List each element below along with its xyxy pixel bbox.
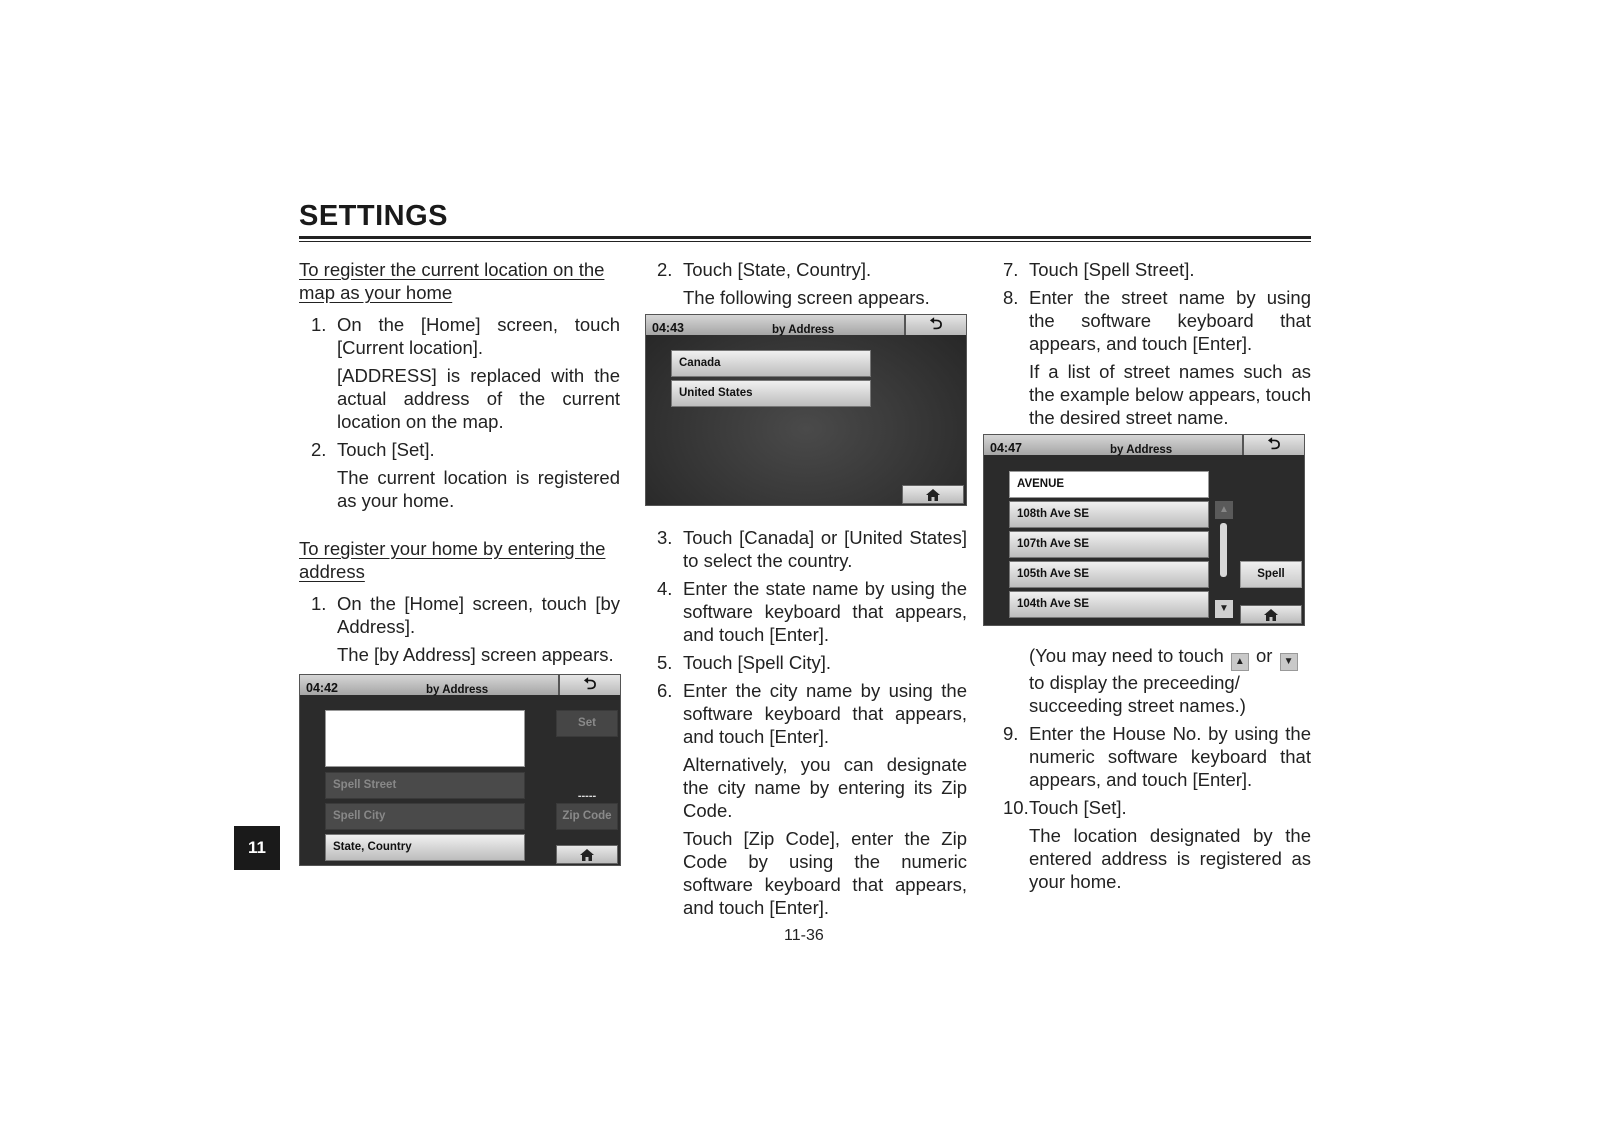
page-title: SETTINGS: [299, 200, 449, 232]
step-note: Touch [Zip Code], enter the Zip Code by using the numeric software keyboard that appears, and touch [Enter].: [683, 828, 967, 918]
screen-status-bar: [300, 675, 620, 695]
title-rule-thin: [299, 241, 1311, 242]
up-arrow-icon: ▲: [1231, 653, 1249, 671]
column-3: [991, 258, 1311, 898]
step-text: Enter the state name by using the software keyboard that appears, and touch [Enter].: [683, 578, 967, 645]
step-text: On the [Home] screen, touch [by Address].: [337, 593, 620, 637]
screenshot-street-list: [983, 434, 1305, 626]
screen-status-bar: [646, 315, 966, 335]
scroll-note-text: (You may need to touch: [1029, 645, 1224, 666]
step-number: 6.: [657, 680, 673, 701]
step: [299, 313, 620, 359]
chapter-tab: 11: [234, 826, 280, 870]
zip-code-value: -----: [577, 790, 597, 802]
scroll-note-text: to display the preceeding/ succeeding street names.): [1029, 672, 1246, 716]
column-1: [299, 258, 620, 876]
step-text: Touch [State, Country].: [683, 259, 872, 280]
step-note: [ADDRESS] is replaced with the actual address of the current location on the map.: [337, 365, 620, 432]
step-number: 8.: [1003, 287, 1019, 308]
home-icon[interactable]: [902, 485, 964, 504]
street-list-item[interactable]: 108th Ave SE: [1009, 501, 1209, 528]
step-text: Touch [Canada] or [United States] to select the country.: [683, 527, 967, 571]
step-note: The location designated by the entered address is registered as your home.: [1029, 825, 1311, 892]
step-note: The current location is registered as your home.: [337, 467, 620, 511]
scroll-up-icon[interactable]: ▲: [1215, 501, 1233, 519]
step: [991, 286, 1311, 355]
step-number: 9.: [1003, 723, 1019, 744]
screen-time: 04:43: [652, 321, 684, 335]
screen-title: by Address: [1110, 444, 1173, 456]
title-rule: [299, 236, 1311, 239]
step-text: Touch [Spell Street].: [1029, 259, 1195, 280]
zip-code-button[interactable]: Zip Code: [556, 803, 618, 830]
spell-city-button[interactable]: Spell City: [325, 803, 525, 830]
step: [645, 526, 967, 572]
canada-button[interactable]: Canada: [671, 350, 871, 377]
step-number: 4.: [657, 578, 673, 599]
state-country-button[interactable]: State, Country: [325, 834, 525, 861]
step-text: On the [Home] screen, touch [Current location].: [337, 314, 620, 358]
step: [645, 651, 967, 674]
scroll-note-or: or: [1256, 645, 1273, 666]
step: [645, 577, 967, 646]
back-icon[interactable]: ⮌: [558, 675, 620, 695]
step-number: 2.: [311, 439, 327, 460]
page-number: 11-36: [784, 927, 824, 944]
street-list-item[interactable]: 107th Ave SE: [1009, 531, 1209, 558]
screenshot-state-country: [645, 314, 967, 506]
screen-title: by Address: [426, 684, 489, 696]
united-states-button[interactable]: United States: [671, 380, 871, 407]
step-note: The [by Address] screen appears.: [337, 644, 614, 665]
step: [991, 796, 1311, 819]
section-heading-enter-address: To register your home by entering the address: [299, 538, 606, 582]
scroll-note: [1029, 644, 1311, 717]
screen-title: by Address: [772, 324, 835, 336]
set-button[interactable]: Set: [556, 710, 618, 737]
down-arrow-icon: ▼: [1280, 653, 1298, 671]
step-number: 10.: [1003, 797, 1029, 818]
step: [991, 722, 1311, 791]
column-2: [645, 258, 967, 924]
spell-button[interactable]: Spell: [1240, 561, 1302, 588]
street-list-item[interactable]: 105th Ave SE: [1009, 561, 1209, 588]
step-text: Touch [Set].: [337, 439, 435, 460]
street-list-item[interactable]: AVENUE: [1009, 471, 1209, 498]
step-text: Enter the city name by using the software keyboard that appears, and touch [Enter].: [683, 680, 967, 747]
section-heading-current-location: To register the current location on the map as your home: [299, 259, 605, 303]
step-note: If a list of street names such as the example below appears, touch the desired street name.: [1029, 361, 1311, 428]
screenshot-by-address: [299, 674, 621, 866]
home-icon[interactable]: [556, 845, 618, 864]
back-icon[interactable]: ⮌: [904, 315, 966, 335]
step-number: 1.: [311, 314, 327, 335]
step: [645, 679, 967, 748]
step-text: Enter the House No. by using the numeric software keyboard that appears, and touch [Enter].: [1029, 723, 1311, 790]
scroll-down-icon[interactable]: ▼: [1215, 600, 1233, 618]
step-number: 7.: [1003, 259, 1019, 280]
screen-time: 04:42: [306, 681, 338, 695]
step-number: 1.: [311, 593, 327, 614]
scrollbar[interactable]: [1220, 523, 1227, 577]
street-list-item[interactable]: 104th Ave SE: [1009, 591, 1209, 618]
step: [299, 438, 620, 461]
step-number: 5.: [657, 652, 673, 673]
step-note: The following screen appears.: [683, 287, 930, 308]
step: [645, 258, 967, 281]
step-number: 3.: [657, 527, 673, 548]
spell-street-button[interactable]: Spell Street: [325, 772, 525, 799]
step-number: 2.: [657, 259, 673, 280]
step-text: Touch [Spell City].: [683, 652, 832, 673]
step: [991, 258, 1311, 281]
back-icon[interactable]: ⮌: [1242, 435, 1304, 455]
step-text: Touch [Set].: [1029, 797, 1127, 818]
address-display-field[interactable]: [325, 710, 525, 767]
step-note: Alternatively, you can designate the city name by entering its Zip Code.: [683, 754, 967, 821]
screen-status-bar: [984, 435, 1304, 455]
step-text: Enter the street name by using the software keyboard that appears, and touch [Enter].: [1029, 287, 1311, 354]
screen-time: 04:47: [990, 441, 1022, 455]
home-icon[interactable]: [1240, 605, 1302, 624]
step: [299, 592, 620, 638]
